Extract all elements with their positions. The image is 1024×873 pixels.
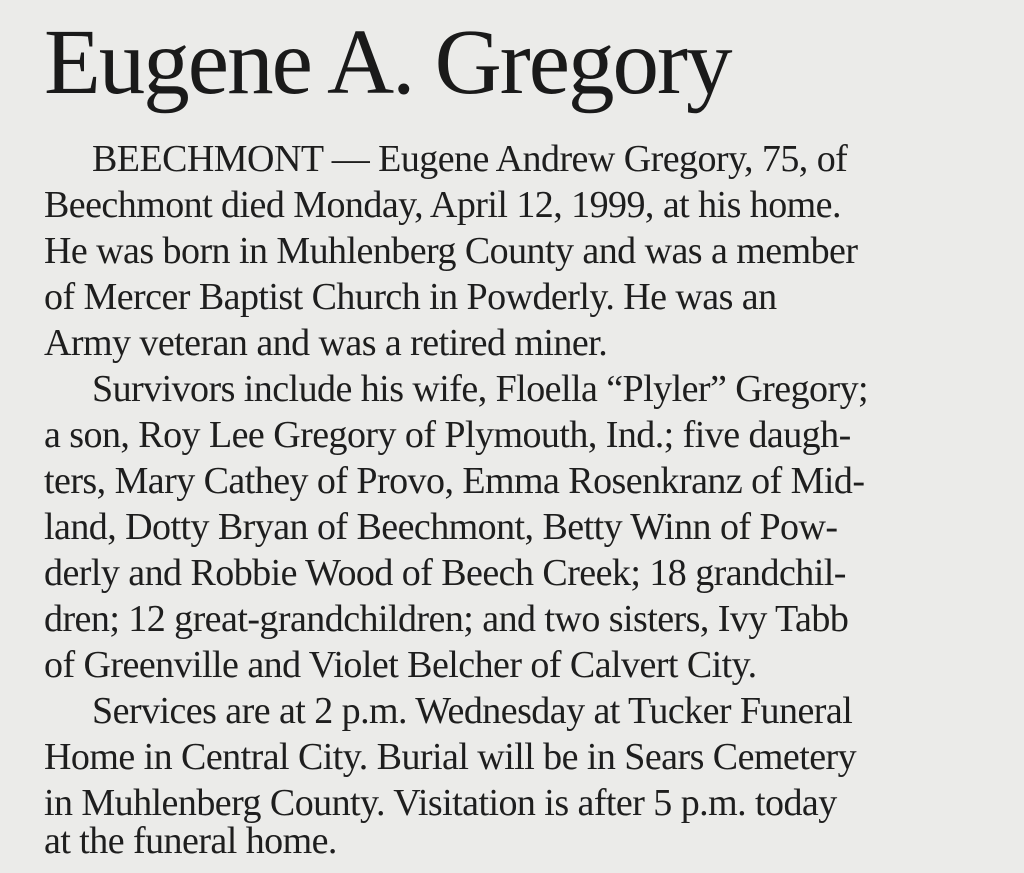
- paragraph-3-line-1: Services are at 2 p.m. Wednesday at Tucker Funeral: [92, 690, 853, 732]
- paragraph-2-line-2: a son, Roy Lee Gregory of Plymouth, Ind.; five daugh-: [44, 414, 851, 456]
- paragraph-3-line-2: Home in Central City. Burial will be in Sears Cemetery: [44, 736, 857, 778]
- paragraph-1-line-4: of Mercer Baptist Church in Powderly. He was an: [44, 276, 777, 318]
- paragraph-2-line-1: Survivors include his wife, Floella “Plyler” Gregory;: [92, 368, 869, 410]
- paragraph-1-line-1: BEECHMONT — Eugene Andrew Gregory, 75, of: [92, 138, 848, 180]
- obituary-headline: Eugene A. Gregory: [44, 11, 731, 114]
- paragraph-3-line-4: at the funeral home.: [44, 820, 337, 862]
- paragraph-1-line-5: Army veteran and was a retired miner.: [44, 322, 608, 364]
- paragraph-1-line-2: Beechmont died Monday, April 12, 1999, at his home.: [44, 184, 841, 226]
- paragraph-2-line-4: land, Dotty Bryan of Beechmont, Betty Winn of Pow-: [44, 506, 838, 548]
- paragraph-1-line-3: He was born in Muhlenberg County and was a member: [44, 230, 858, 272]
- paragraph-2-line-7: of Greenville and Violet Belcher of Calvert City.: [44, 644, 757, 686]
- paragraph-3-line-3: in Muhlenberg County. Visitation is after 5 p.m. today: [44, 782, 837, 824]
- paragraph-2-line-3: ters, Mary Cathey of Provo, Emma Rosenkranz of Mid-: [44, 460, 865, 502]
- paragraph-2-line-6: dren; 12 great-grandchildren; and two sisters, Ivy Tabb: [44, 598, 849, 640]
- paragraph-2-line-5: derly and Robbie Wood of Beech Creek; 18 grandchil-: [44, 552, 846, 594]
